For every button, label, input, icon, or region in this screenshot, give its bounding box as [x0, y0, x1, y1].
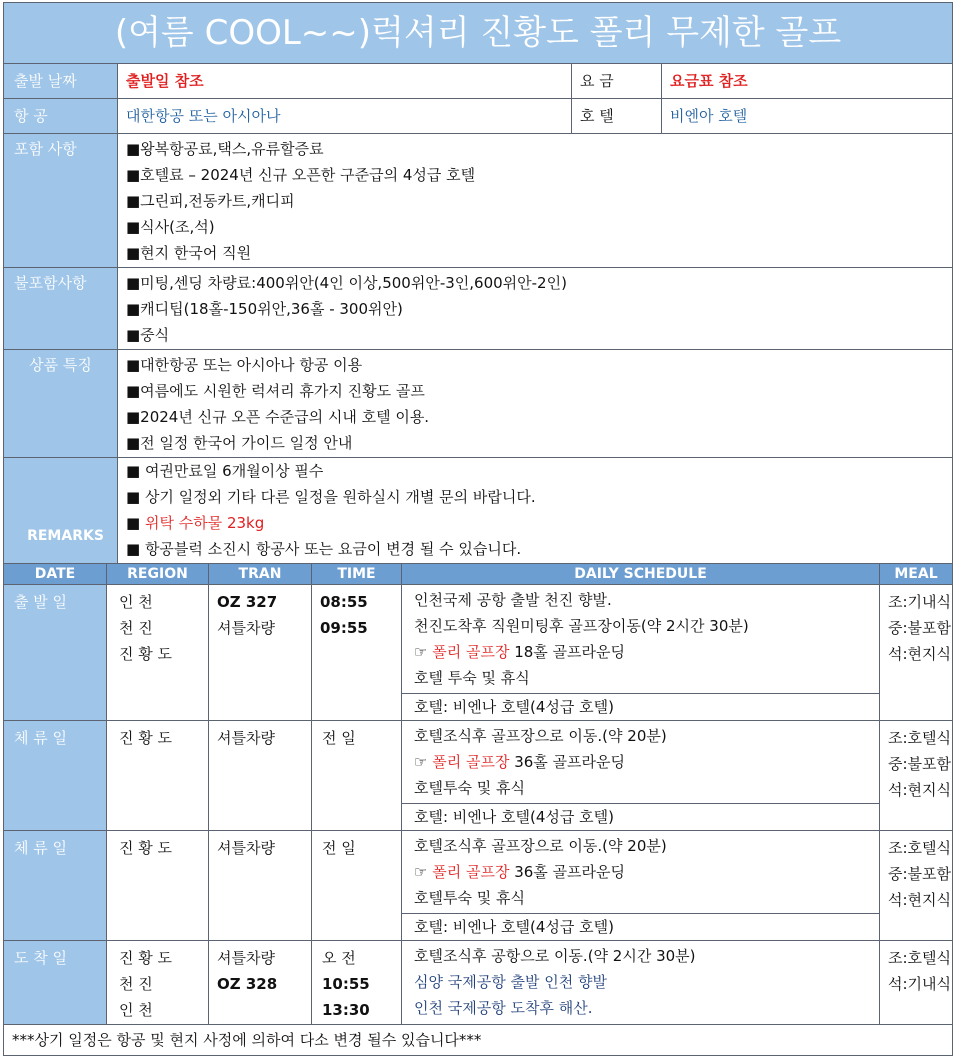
- schedule-line: 호텔 투숙 및 휴식: [414, 669, 530, 687]
- time-line: 오 전: [322, 949, 356, 967]
- schedule-line: 호텔조식후 공항으로 이동.(약 2시간 30분): [414, 947, 696, 965]
- schedule-text: 36홀 골프라운딩: [509, 753, 626, 771]
- includes-item: ■현지 한국어 직원: [126, 244, 252, 262]
- day-meal: [880, 585, 953, 721]
- day-time: [312, 721, 402, 831]
- schedule-line: 인천 국제공항 도착후 해산.: [414, 999, 593, 1017]
- meal-line: 중:불포함: [888, 619, 952, 637]
- schedule-line: 호텔투숙 및 휴식: [414, 779, 525, 797]
- hotel-line: 호텔: 비엔나 호텔(4성급 호텔): [402, 913, 879, 940]
- schedule-line: [414, 859, 879, 885]
- day-tran: [209, 721, 312, 831]
- region-line: 천 진: [119, 975, 153, 993]
- schedule-line: [414, 639, 879, 665]
- includes-list: [118, 134, 953, 268]
- meal-line: 석:현지식: [888, 645, 952, 663]
- day-schedule: [402, 585, 880, 721]
- schedule-line: 심양 국제공항 출발 인천 향발: [414, 973, 607, 991]
- region-line: 진 황 도: [119, 839, 173, 857]
- day-region: [107, 721, 209, 831]
- region-line: 진 황 도: [119, 645, 173, 663]
- hotel-label: 호 텔: [572, 99, 662, 134]
- day-date: 출 발 일: [4, 585, 107, 721]
- day-tran: [209, 831, 312, 941]
- col-time: TIME: [312, 564, 402, 585]
- includes-item: ■식사(조,석): [126, 218, 215, 236]
- golf-course-name: 폴리 골프장: [432, 753, 510, 771]
- time-line: 13:30: [322, 1001, 370, 1019]
- excludes-item: ■중식: [126, 326, 170, 344]
- remarks-item: ■ 여권만료일 6개월이상 필수: [126, 462, 324, 480]
- day-meal: [880, 941, 953, 1025]
- flight-number: OZ 327: [217, 593, 278, 611]
- excludes-item: ■캐디팁(18홀-150위안,36홀 - 300위안): [126, 300, 403, 318]
- features-item: ■대한항공 또는 아시아나 항공 이용: [126, 356, 363, 374]
- time-line: 09:55: [320, 619, 368, 637]
- excludes-item: ■미팅,센딩 차량료:400위안(4인 이상,500위안-3인,600위안-2인): [126, 274, 567, 292]
- hotel-line: 호텔: 비엔나 호텔(4성급 호텔): [402, 803, 879, 830]
- depart-date-value: 출발일 참조: [118, 64, 572, 99]
- schedule-line: 천진도착후 직원미팅후 골프장이동(약 2시간 30분): [414, 617, 749, 635]
- day-date: 체 류 일: [4, 721, 107, 831]
- includes-label: 포함 사항: [4, 134, 118, 268]
- schedule-line: [414, 749, 879, 775]
- region-line: 진 황 도: [119, 949, 173, 967]
- schedule-line: 호텔투숙 및 휴식: [414, 889, 525, 907]
- col-daily-schedule: DAILY SCHEDULE: [402, 564, 880, 585]
- features-list: [118, 350, 953, 458]
- features-item: ■전 일정 한국어 가이드 일정 안내: [126, 434, 353, 452]
- transport: 셔틀차량: [217, 729, 275, 747]
- remarks-list: [118, 458, 953, 564]
- day-meal: [880, 831, 953, 941]
- transport: 셔틀차량: [217, 949, 275, 967]
- day-region: [107, 831, 209, 941]
- features-item: ■2024년 신규 오픈 수준급의 시내 호텔 이용.: [126, 408, 430, 426]
- region-line: 천 진: [119, 619, 153, 637]
- transport: 셔틀차량: [217, 619, 275, 637]
- day-time: [312, 831, 402, 941]
- time-line: 전 일: [322, 839, 356, 857]
- remarks-item: ■ 상기 일정외 기타 다른 일정을 원하실시 개별 문의 바랍니다.: [126, 488, 536, 506]
- airline-value: 대한항공 또는 아시아나: [118, 99, 572, 134]
- day-schedule: [402, 831, 880, 941]
- excludes-list: [118, 268, 953, 350]
- day-region: [107, 585, 209, 721]
- schedule-line: 인천국제 공항 출발 천진 향발.: [414, 591, 612, 609]
- col-date: DATE: [4, 564, 107, 585]
- day-time: [312, 585, 402, 721]
- day-region: [107, 941, 209, 1025]
- airline-label: 항 공: [4, 99, 118, 134]
- remarks-label: REMARKS: [4, 458, 118, 564]
- hotel-line: 호텔: 비엔나 호텔(4성급 호텔): [402, 693, 879, 720]
- meal-line: 중:불포함: [888, 755, 952, 773]
- excludes-label: 불포함사항: [4, 268, 118, 350]
- day-date: 도 착 일: [4, 941, 107, 1025]
- includes-item: ■왕복항공료,택스,유류할증료: [126, 140, 324, 158]
- depart-date-label: 출발 날짜: [4, 64, 118, 99]
- golf-course-name: 폴리 골프장: [432, 863, 510, 881]
- includes-item: ■호텔료 – 2024년 신규 오픈한 구준급의 4성급 호텔: [126, 166, 476, 184]
- remarks-item: ■ 항공블럭 소진시 항공사 또는 요금이 변경 될 수 있습니다.: [126, 540, 522, 558]
- region-line: 인 천: [119, 593, 153, 611]
- meal-line: 석:현지식: [888, 781, 952, 799]
- meal-line: 석:현지식: [888, 891, 952, 909]
- pointer-icon: ☞: [414, 863, 433, 881]
- schedule-text: 36홀 골프라운딩: [509, 863, 626, 881]
- time-line: 08:55: [320, 593, 368, 611]
- page-title: (여름 COOL~~)럭셔리 진황도 폴리 무제한 골프: [4, 3, 953, 64]
- footer-notice: ***상기 일정은 항공 및 현지 사정에 의하여 다소 변경 될수 있습니다***: [4, 1025, 953, 1056]
- col-meal: MEAL: [880, 564, 953, 585]
- schedule-line: 호텔조식후 골프장으로 이동.(약 20분): [414, 727, 667, 745]
- schedule-line: 호텔조식후 골프장으로 이동.(약 20분): [414, 837, 667, 855]
- remarks-bullet: ■: [126, 514, 145, 532]
- meal-line: 조:기내식: [888, 593, 952, 611]
- day-schedule: [402, 941, 880, 1025]
- time-line: 전 일: [322, 729, 356, 747]
- golf-course-name: 폴리 골프장: [432, 643, 510, 661]
- remarks-item: [126, 510, 952, 536]
- meal-line: 조:호텔식: [888, 839, 952, 857]
- price-label: 요 금: [572, 64, 662, 99]
- time-line: 10:55: [322, 975, 370, 993]
- price-value: 요금표 참조: [662, 64, 953, 99]
- transport: 셔틀차량: [217, 839, 275, 857]
- meal-line: 중:불포함: [888, 865, 952, 883]
- col-region: REGION: [107, 564, 209, 585]
- day-tran: [209, 585, 312, 721]
- features-label: 상품 특징: [4, 350, 118, 458]
- meal-line: 조:호텔식: [888, 729, 952, 747]
- day-tran: [209, 941, 312, 1025]
- day-time: [312, 941, 402, 1025]
- schedule-table: [3, 563, 953, 1056]
- schedule-text: 18홀 골프라운딩: [509, 643, 626, 661]
- pointer-icon: ☞: [414, 753, 433, 771]
- day-schedule: [402, 721, 880, 831]
- col-tran: TRAN: [209, 564, 312, 585]
- flight-number: OZ 328: [217, 975, 278, 993]
- product-info-table: [3, 2, 953, 564]
- pointer-icon: ☞: [414, 643, 433, 661]
- hotel-value: 비엔아 호텔: [662, 99, 953, 134]
- features-item: ■여름에도 시원한 럭셔리 휴가지 진황도 골프: [126, 382, 425, 400]
- region-line: 진 황 도: [119, 729, 173, 747]
- meal-line: 조:호텔식: [888, 949, 952, 967]
- region-line: 인 천: [119, 1001, 153, 1019]
- day-date: 체 류 일: [4, 831, 107, 941]
- includes-item: ■그린피,전동카트,캐디피: [126, 192, 295, 210]
- itinerary-sheet: [3, 2, 952, 1056]
- baggage-note: 위탁 수하물 23kg: [144, 514, 265, 532]
- day-meal: [880, 721, 953, 831]
- meal-line: 석:기내식: [888, 975, 952, 993]
